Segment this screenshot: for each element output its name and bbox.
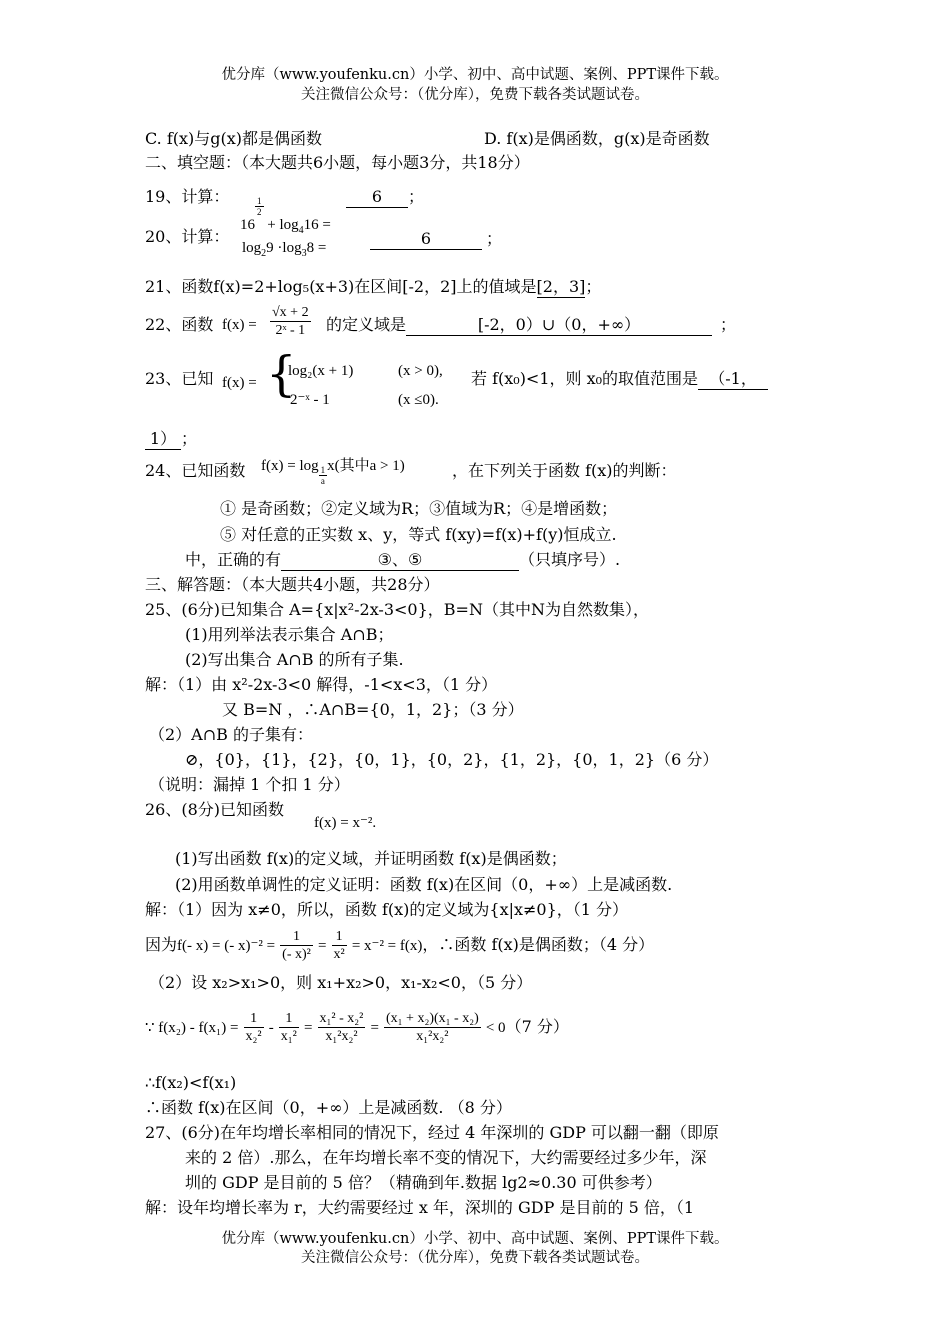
q23-text: 若 f(x₀)<1，则 x₀的取值范围是 （-1， <box>471 368 768 390</box>
q24-function-def: f(x) = log $\frac{1}{a}$ x(其中a > 1) <box>261 458 405 486</box>
q22-fraction: $\frac{√x + 2}{\text{2ˣ - 1}}$ <box>272 305 309 338</box>
q26-solution-4: ∵ f(x₂) - f(x₁) = $\frac{1}{\text{x₂²}}$ - $\frac{1}{\text{x₁²}}$ = $\frac{\text{x₁² - x₂²}}{\text{x₁²x₂²}}$ = $\frac{\text{(x₁ + x₂)(x₁ - x₂)}}{\text{x₁²x₂²}}$ < 0（7 分） <box>145 1011 569 1044</box>
q23-cond-2: (x ≤0). <box>398 392 439 408</box>
q21-text: 21、函数f(x)=2+log₅(x+3)在区间[-2，2]上的值域是[2，3]； <box>145 277 602 296</box>
header-line-1: 优分库（www.youfenku.cn）小学、初中、高中试题、案例、PPT课件下载。 <box>221 67 729 83</box>
q27-line-4: 解：设年均增长率为 r，大约需要经过 x 年，深圳的 GDP 是目前的 5 倍，（1 <box>145 1198 695 1217</box>
q23-answer-cont: 1） ； <box>145 428 197 450</box>
q24-answer-line: 中，正确的有 ③、⑤ （只填序号）. <box>185 550 621 569</box>
q24-label: 24、已知函数 <box>145 461 246 480</box>
q23-label: 23、已知 <box>145 369 214 388</box>
q23-fx: f(x) = <box>222 375 257 391</box>
q24-text: ，在下列关于函数 f(x)的判断： <box>452 461 677 480</box>
q20-answer-blank: 6 ； <box>370 228 502 250</box>
q23-brace: { <box>266 346 297 402</box>
q25-solution-2: 又 B=N ，∴A∩B={0，1，2}；（3 分） <box>222 700 524 719</box>
q26-solution-6: ∴函数 f(x)在区间（0，+∞）上是减函数. （8 分） <box>145 1098 512 1117</box>
q19-label: 19、计算： <box>145 187 230 206</box>
section-2-title: 二、填空题：（本大题共6小题，每小题3分，共18分） <box>145 153 530 172</box>
q22-rest: 的定义域是 [-2，0）∪（0，+∞） ； <box>326 315 737 334</box>
q20-label: 20、计算： <box>145 227 230 246</box>
q18-option-c: C. f(x)与g(x)都是偶函数 <box>145 129 323 148</box>
q21-answer: [2，3] <box>536 277 586 296</box>
q26-function: f(x) = x⁻². <box>314 815 377 831</box>
q19-expression: 16 $\frac{1}{2}$ + $\log_416$ = <box>240 196 331 236</box>
q25-solution-1: 解：（1）由 x²-2x-3<0 解得，-1<x<3，（1 分） <box>145 675 498 694</box>
q26-solution-1: 解：（1）因为 x≠0，所以，函数 f(x)的定义域为{x|x≠0}，（1 分） <box>145 900 629 919</box>
q27-line-2: 来的 2 倍）.那么，在年均增长率不变的情况下，大约需要经过多少年，深 <box>185 1148 707 1167</box>
q25-note: （说明：漏掉 1 个扣 1 分） <box>149 775 350 794</box>
q25-stem: 25、(6分)已知集合 A={x|x²-2x-3<0}，B=N（其中N为自然数集）， <box>145 600 649 619</box>
q26-part-2: (2)用函数单调性的定义证明：函数 f(x)在区间（0，+∞）上是减函数. <box>175 875 673 894</box>
q18-option-d: D. f(x)是偶函数，g(x)是奇函数 <box>484 129 710 148</box>
q27-line-1: 27、(6分)在年均增长率相同的情况下，经过 4 年深圳的 GDP 可以翻一翻（即原 <box>145 1123 719 1142</box>
q26-solution-5: ∴f(x₂)<f(x₁) <box>145 1073 237 1092</box>
q27-line-3: 圳的 GDP 是目前的 5 倍？（精确到年.数据 lg2≈0.30 可供参考） <box>185 1173 662 1192</box>
q25-part-1: (1)用列举法表示集合 A∩B； <box>185 625 394 644</box>
q24-line-2: ⑤ 对任意的正实数 x、y，等式 f(xy)=f(x)+f(y)恒成立. <box>220 525 617 544</box>
q26-part-1: (1)写出函数 f(x)的定义域，并证明函数 f(x)是偶函数； <box>175 849 567 868</box>
q22-function-def: f(x) = <box>222 317 257 333</box>
section-3-title: 三、解答题：（本大题共4小题，共28分） <box>145 575 440 594</box>
q23-case-2: 2⁻ˣ - 1 <box>290 392 330 408</box>
q26-solution-2: 因为f(- x) = (- x)⁻² = $\frac{1}{\text{(- x)²}}$ = $\frac{1}{\text{x²}}$ = x⁻² = f(x)，∴函数 f(x)是偶函数；（4 分） <box>145 929 655 962</box>
q25-part-2: (2)写出集合 A∩B 的所有子集. <box>185 650 404 669</box>
q26-solution-3: （2）设 x₂>x₁>0，则 x₁+x₂>0，x₁-x₂<0，（5 分） <box>149 973 533 992</box>
footer-line-1: 优分库（www.youfenku.cn）小学、初中、高中试题、案例、PPT课件下载。 <box>221 1231 729 1247</box>
header-line-2: 关注微信公众号：（优分库），免费下载各类试题试卷。 <box>301 87 649 103</box>
q23-cond-1: (x > 0), <box>398 363 443 379</box>
q23-case-1: log₂(x + 1) <box>288 363 354 379</box>
q25-solution-4: ⊘，{0}，{1}，{2}，{0，1}，{0，2}，{1，2}，{0，1，2}（6 分） <box>185 750 719 769</box>
q22-label: 22、函数 <box>145 315 214 334</box>
q19-answer-blank: 6 ； <box>346 186 424 208</box>
footer-line-2: 关注微信公众号：（优分库），免费下载各类试题试卷。 <box>301 1250 649 1266</box>
q24-line-1: ① 是奇函数；②定义域为R；③值域为R；④是增函数； <box>220 499 618 518</box>
q20-expression: $\log_29 \cdot\log_38$ = <box>242 240 327 259</box>
q25-solution-3: （2）A∩B 的子集有： <box>149 725 313 744</box>
q26-stem: 26、(8分)已知函数 <box>145 800 285 819</box>
